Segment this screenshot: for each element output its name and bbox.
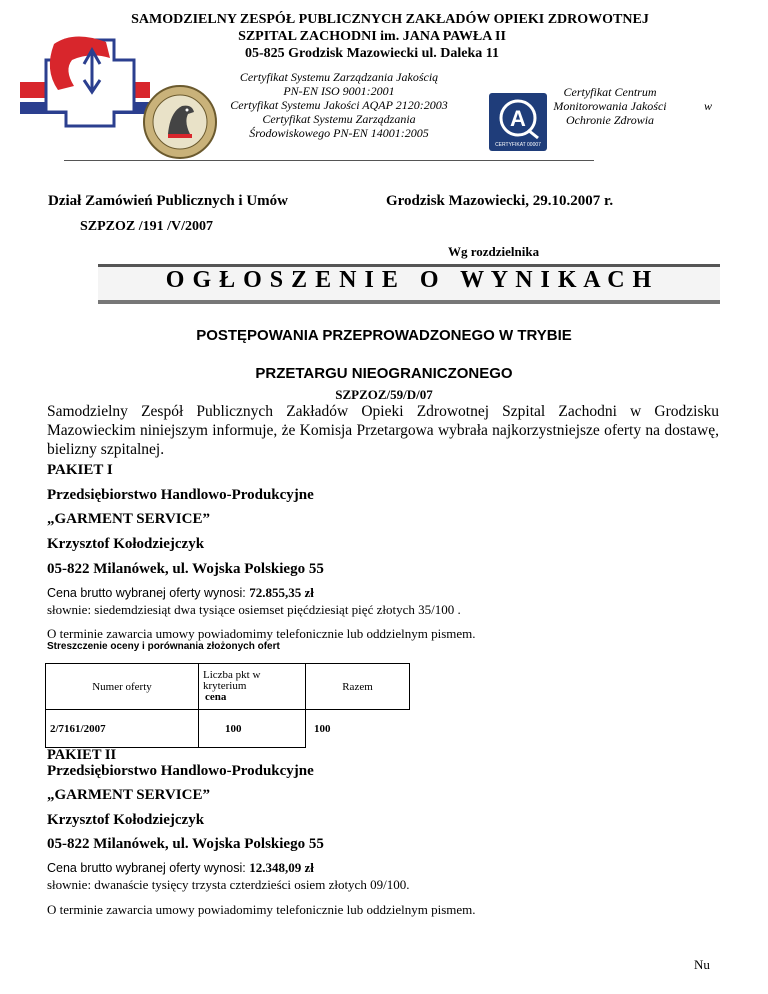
table-row (46, 664, 410, 710)
cert-right-w: w (704, 99, 713, 113)
org-address: 05-825 Grodzisk Mazowiecki ul. Daleka 11 (244, 46, 500, 61)
department: Dział Zamówień Publicznych i Umów (48, 193, 288, 209)
header-offer-number: Numer oferty (46, 664, 199, 710)
procedure-line1: POSTĘPOWANIA PRZEPROWADZONEGO W TRYBIE (196, 327, 572, 344)
pakiet2-price: 12.348,09 zł (249, 860, 314, 875)
hospital-logo-icon (14, 30, 154, 128)
pakiet1-price: 72.855,35 zł (249, 585, 314, 600)
pakiet1-price-label: Cena brutto wybranej oferty wynosi: (47, 586, 250, 600)
cell-offer: 2/7161/2007 (46, 710, 199, 748)
procedure-code: SZPZOZ/59/D/07 (335, 387, 433, 402)
cert-right-line: Ochronie Zdrowia (565, 113, 655, 127)
pakiet1-owner: Krzysztof Kołodziejczyk (47, 536, 205, 552)
cert-right-block (535, 85, 685, 127)
pakiet2-owner: Krzysztof Kołodziejczyk (47, 812, 205, 828)
pakiet2-address: 05-822 Milanówek, ul. Wojska Polskiego 55 (47, 836, 324, 852)
cell-total: 100 (306, 710, 410, 748)
reference-number: SZPZOZ /191 /V/2007 (80, 219, 214, 234)
page-corner-text: Nu (694, 957, 710, 972)
pakiet1-company: Przedsiębiorstwo Handlowo-Produkcyjne (47, 487, 314, 503)
header-points-line: cena (205, 691, 227, 703)
header-total: Razem (306, 664, 410, 710)
announcement-title: O G Ł O S Z E N I E O W Y N I K A C H (165, 267, 653, 293)
cell-points: 100 (199, 710, 306, 748)
org-name-line1: SAMODZIELNY ZESPÓŁ PUBLICZNYCH ZAKŁADÓW OPIEKI ZDROWOTNEJ (131, 12, 649, 27)
pakiet1-notice: O terminie zawarcia umowy powiadomimy telefonicznie lub oddzielnym pismem. (47, 626, 476, 641)
header-points-line: kryterium (203, 680, 247, 692)
pakiet2-price-line (47, 860, 314, 876)
pakiet2-company: Przedsiębiorstwo Handlowo-Produkcyjne (47, 763, 314, 779)
cert-right-line: Monitorowania Jakości (553, 99, 667, 113)
svg-text:A: A (510, 106, 526, 131)
pakiet2-price-label: Cena brutto wybranej oferty wynosi: (47, 861, 250, 875)
intro-paragraph: Samodzielny Zespół Publicznych Zakładów Opieki Zdrowotnej Szpital Zachodni w Grodzisku Mazowieckim niniejszym informuje, że Komisja Przetargowa wybrała najkorzystniejsze oferty na dostawę, bielizny szpitalnej. (47, 403, 719, 458)
cert-left-line: Certyfikat Systemu Zarządzania Jakością (239, 70, 439, 84)
header-divider (64, 160, 594, 161)
pakiet1-title: PAKIET I (47, 462, 113, 478)
pakiet2-title: PAKIET II (47, 747, 117, 763)
pakiet1-price-line (47, 585, 314, 601)
pakiet1-price-words: słownie: siedemdziesiąt dwa tysiące osiemset pięćdziesiąt pięć złotych 35/100 . (47, 602, 461, 617)
pakiet1-address: 05-822 Milanówek, ul. Wojska Polskiego 55 (47, 561, 324, 577)
cert-left-line: Środowiskowego PN-EN 14001:2005 (249, 126, 429, 140)
org-name-line2: SZPITAL ZACHODNI im. JANA PAWŁA II (238, 29, 506, 44)
cert-left-line: PN-EN ISO 9001:2001 (283, 84, 395, 98)
badge-caption: CERTYFIKAT 00007 (495, 142, 541, 148)
cert-left-line: Certyfikat Systemu Zarządzania (262, 112, 416, 126)
header-points-line: Liczba pkt w (203, 669, 261, 681)
pakiet1-company-name: „GARMENT SERVICE” (47, 511, 210, 527)
recipient: Wg rozdzielnika (448, 244, 540, 259)
cert-left-block (214, 70, 464, 140)
header-points (199, 664, 306, 710)
pakiet2-price-words: słownie: dwanaście tysięcy trzysta czterdzieści osiem złotych 09/100. (47, 877, 410, 892)
eagle-seal-icon (140, 82, 220, 162)
cert-left-line: Certyfikat Systemu Jakości AQAP 2120:2003 (230, 98, 448, 112)
pakiet2-notice: O terminie zawarcia umowy powiadomimy telefonicznie lub oddzielnym pismem. (47, 902, 476, 917)
cert-right-line: Certyfikat Centrum (563, 85, 657, 99)
procedure-line2: PRZETARGU NIEOGRANICZONEGO (255, 365, 513, 382)
place-date: Grodzisk Mazowiecki, 29.10.2007 r. (386, 193, 614, 209)
score-table (45, 663, 410, 748)
table-row (46, 710, 410, 748)
pakiet2-company-name: „GARMENT SERVICE” (47, 787, 210, 803)
summary-title: Streszczenie oceny i porównania złożonych ofert (47, 641, 280, 652)
